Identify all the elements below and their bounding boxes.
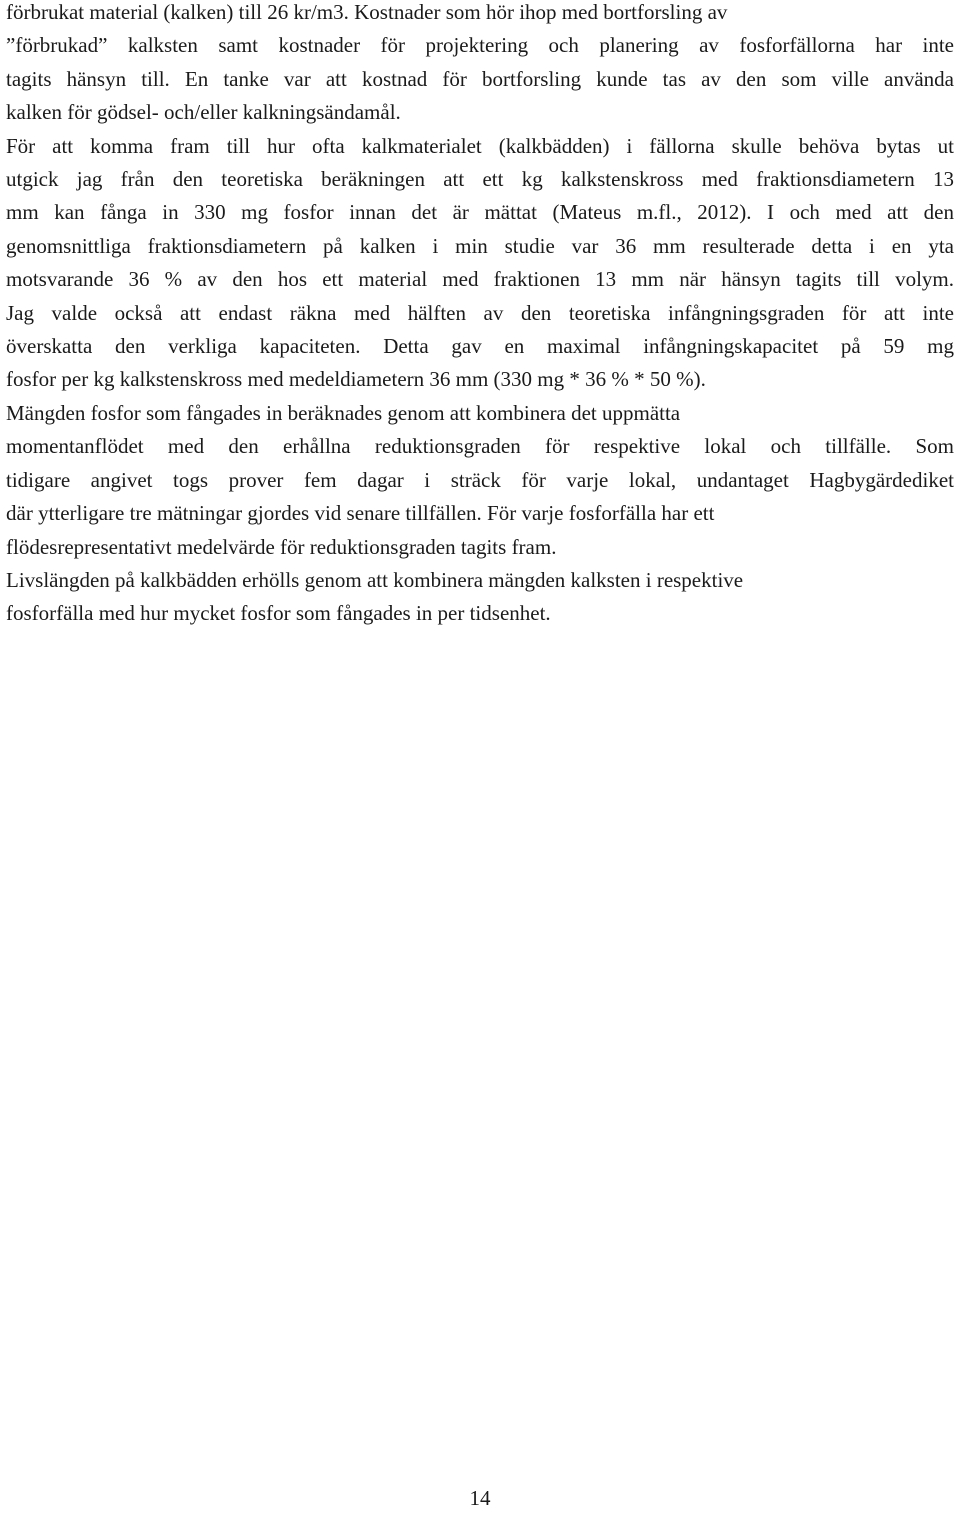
text-line: överskatta den verkliga kapaciteten. Detta gav en maximal infångningskapacitet på 59 mg (6, 334, 954, 359)
text-line: mm kan fånga in 330 mg fosfor innan det är mättat (Mateus m.fl., 2012). I och med att den (6, 200, 954, 225)
text-line: Jag valde också att endast räkna med hälften av den teoretiska infångningsgraden för att inte (6, 300, 954, 325)
body-text (6, 0, 954, 631)
text-line: tagits hänsyn till. En tanke var att kostnad för bortforsling kunde tas av den som ville använda (6, 66, 954, 91)
text-line: fosforfälla med hur mycket fosfor som fångades in per tidsenhet. (6, 601, 551, 626)
text-line: kalken för gödsel- och/eller kalkningsändamål. (6, 100, 401, 125)
text-line: förbrukat material (kalken) till 26 kr/m3. Kostnader som hör ihop med bortforsling av (6, 0, 728, 24)
text-line: utgick jag från den teoretiska beräkningen att ett kg kalkstenskross med fraktionsdiametern 13 (6, 167, 954, 192)
text-line: där ytterligare tre mätningar gjordes vid senare tillfällen. För varje fosforfälla har ett (6, 501, 715, 526)
text-line: Mängden fosfor som fångades in beräknades genom att kombinera det uppmätta (6, 400, 681, 425)
text-line: tidigare angivet togs prover fem dagar i sträck för varje lokal, undantaget Hagbygärdediket (6, 467, 954, 492)
page-number: 14 (469, 1486, 491, 1510)
text-line: momentanflödet med den erhållna reduktionsgraden för respektive lokal och tillfälle. Som (6, 434, 954, 459)
text-line: motsvarande 36 % av den hos ett material med fraktionen 13 mm när hänsyn tagits till volym. (6, 267, 954, 292)
text-line: För att komma fram till hur ofta kalkmaterialet (kalkbädden) i fällorna skulle behöva bytas ut (6, 133, 954, 158)
text-line: ”förbrukad” kalksten samt kostnader för projektering och planering av fosforfällorna har inte (6, 33, 954, 58)
text-line: flödesrepresentativt medelvärde för reduktionsgraden tagits fram. (6, 534, 557, 559)
text-line: fosfor per kg kalkstenskross med medeldiametern 36 mm (330 mg * 36 % * 50 %). (6, 367, 706, 392)
text-line: genomsnittliga fraktionsdiametern på kalken i min studie var 36 mm resulterade detta i en yta (6, 233, 954, 258)
text-line: Livslängden på kalkbädden erhölls genom att kombinera mängden kalksten i respektive (6, 567, 744, 592)
